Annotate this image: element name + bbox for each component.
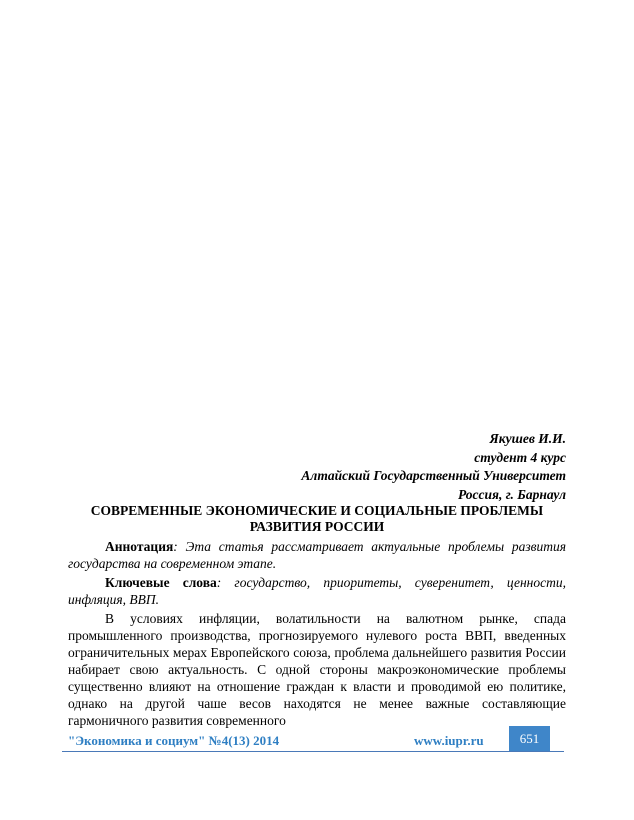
keywords-separator: : xyxy=(216,575,235,590)
author-university: Алтайский Государственный Университет xyxy=(301,468,566,483)
title-line-2: РАЗВИТИЯ РОССИИ xyxy=(249,519,385,534)
article-title xyxy=(68,503,566,535)
article-body xyxy=(68,538,566,729)
abstract-text: Эта статья рассматривает актуальные проблемы развития государства на современном этапе. xyxy=(68,539,566,571)
title-line-1: СОВРЕМЕННЫЕ ЭКОНОМИЧЕСКИЕ И СОЦИАЛЬНЫЕ ПРОБЛЕМЫ xyxy=(90,503,544,518)
journal-citation: "Экономика и социум" №4(13) 2014 xyxy=(68,733,280,748)
author-location: Россия, г. Барнаул xyxy=(458,486,566,502)
body-paragraph: В условиях инфляции, волатильности на валютном рынке, спада промышленного производства, прогнозируемого нулевого роста ВВП, введенных ограничительных мерах Европейского союза, проблема дальнейшего развития России набирает свою актуальность. С одной стороны макроэкономические проблемы существенно влияют на отношение граждан к власти и проводимой ею политике, однако на другой чаше весов находятся не менее важные составляющие гармоничного развития современного xyxy=(68,611,566,728)
keywords-paragraph xyxy=(68,574,566,608)
keywords-text: государство, приоритеты, суверенитет, ценности, инфляция, ВВП. xyxy=(68,575,566,607)
keywords-label: Ключевые слова xyxy=(105,575,217,590)
page-number-badge: 651 xyxy=(509,726,550,751)
author-name: Якушев И.И. xyxy=(489,431,566,446)
author-block xyxy=(301,430,566,504)
footer-divider xyxy=(62,751,564,752)
abstract-paragraph xyxy=(68,538,566,572)
abstract-separator: : xyxy=(173,539,186,554)
journal-url-link[interactable]: www.iupr.ru xyxy=(414,733,484,748)
abstract-label: Аннотация xyxy=(105,539,174,554)
author-position: студент 4 курс xyxy=(474,449,566,465)
